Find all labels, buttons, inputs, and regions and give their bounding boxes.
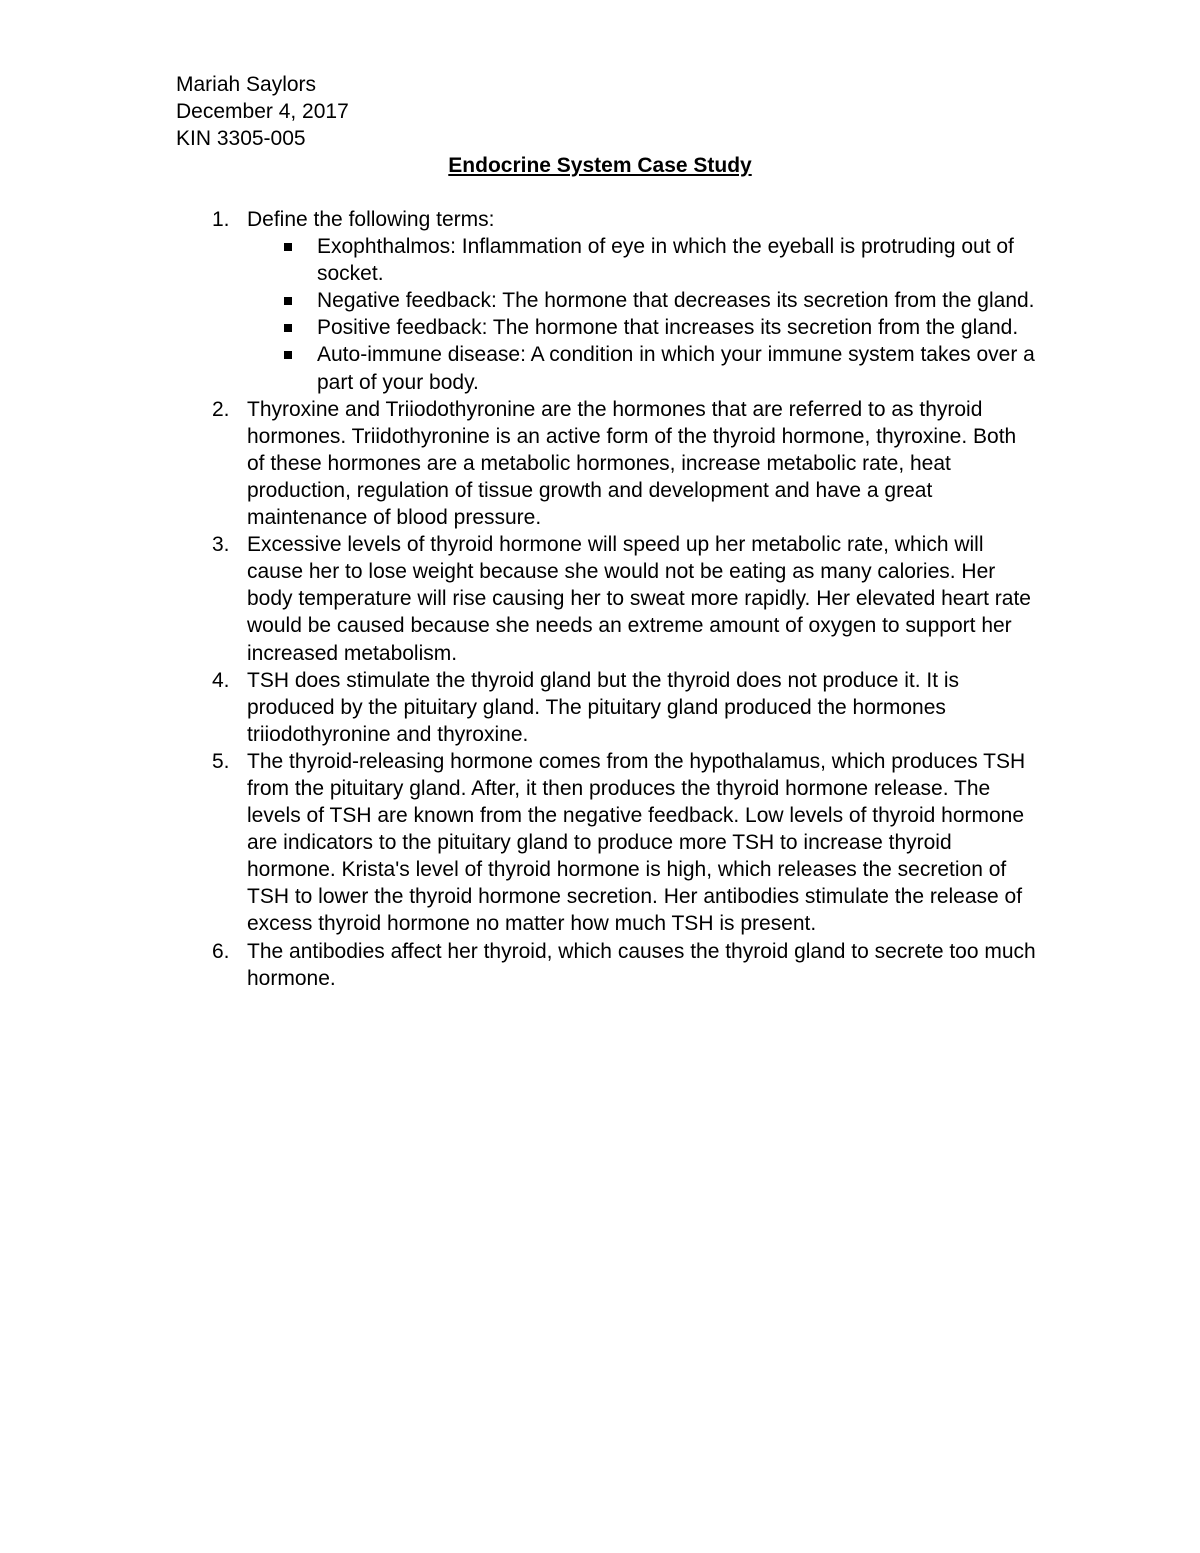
square-bullet-icon bbox=[284, 297, 292, 305]
term-item bbox=[279, 314, 1038, 341]
question-number: 4. bbox=[212, 668, 230, 692]
question-number: 1. bbox=[212, 208, 230, 231]
term-item bbox=[279, 287, 1038, 314]
question-number: 6. bbox=[212, 939, 230, 963]
document-title: Endocrine System Case Study bbox=[448, 154, 752, 177]
question-item-3 bbox=[208, 531, 1038, 666]
question-number: 5. bbox=[212, 749, 230, 773]
term-item bbox=[279, 233, 1038, 287]
term-list bbox=[279, 233, 1038, 396]
question-number: 2. bbox=[212, 397, 230, 421]
term-text: Positive feedback: The hormone that increases its secretion from the gland. bbox=[317, 316, 1019, 340]
term-text: Negative feedback: The hormone that decreases its secretion from the gland. bbox=[317, 289, 1035, 313]
question-text: The thyroid-releasing hormone comes from the hypothalamus, which produces TSH from the pituitary gland. After, it then produces the thyroid hormone release. The levels of TSH are known from the negative feedback. Low levels of thyroid hormone are indicators to the pituitary gland to produce more TSH to increase thyroid hormone. Krista's level of thyroid hormone is high, which releases the secretion of TSH to lower the thyroid hormone secretion. Her antibodies stimulate the release of excess thyroid hormone no matter how much TSH is present. bbox=[247, 749, 1026, 936]
document-date: December 4, 2017 bbox=[176, 100, 349, 123]
question-text: Excessive levels of thyroid hormone will speed up her metabolic rate, which will cause her to lose weight because she would not be eating as many calories. Her body temperature will rise causing her to sweat more rapidly. Her elevated heart rate would be caused because she needs an extreme amount of oxygen to support her increased metabolism. bbox=[247, 533, 1031, 665]
question-item-1 bbox=[208, 206, 1038, 396]
square-bullet-icon bbox=[284, 243, 292, 251]
term-text: Auto-immune disease: A condition in which your immune system takes over a part of your body. bbox=[317, 343, 1035, 394]
header-block bbox=[176, 71, 349, 152]
author-name: Mariah Saylors bbox=[176, 73, 317, 96]
question-list bbox=[208, 206, 1038, 992]
question-item-6 bbox=[208, 938, 1038, 992]
question-text: Define the following terms: bbox=[247, 208, 495, 231]
question-item-4 bbox=[208, 667, 1038, 748]
course-code: KIN 3305-005 bbox=[176, 127, 306, 150]
question-text: TSH does stimulate the thyroid gland but the thyroid does not produce it. It is produced by the pituitary gland. The pituitary gland produced the hormones triiodothyronine and thyroxine. bbox=[247, 668, 960, 746]
square-bullet-icon bbox=[284, 324, 292, 332]
question-item-2 bbox=[208, 396, 1038, 531]
question-text: The antibodies affect her thyroid, which causes the thyroid gland to secrete too much hormone. bbox=[247, 939, 1036, 990]
question-text: Thyroxine and Triiodothyronine are the hormones that are referred to as thyroid hormones. Triidothyronine is an active form of the thyroid hormone, thyroxine. Both of these hormones are a metabolic hormones, increase metabolic rate, heat production, regulation of tissue growth and development and have a great maintenance of blood pressure. bbox=[247, 397, 1017, 530]
term-item bbox=[279, 341, 1038, 395]
term-text: Exophthalmos: Inflammation of eye in which the eyeball is protruding out of socket. bbox=[317, 235, 1014, 286]
question-number: 3. bbox=[212, 533, 230, 557]
question-item-5 bbox=[208, 748, 1038, 938]
square-bullet-icon bbox=[284, 351, 292, 359]
